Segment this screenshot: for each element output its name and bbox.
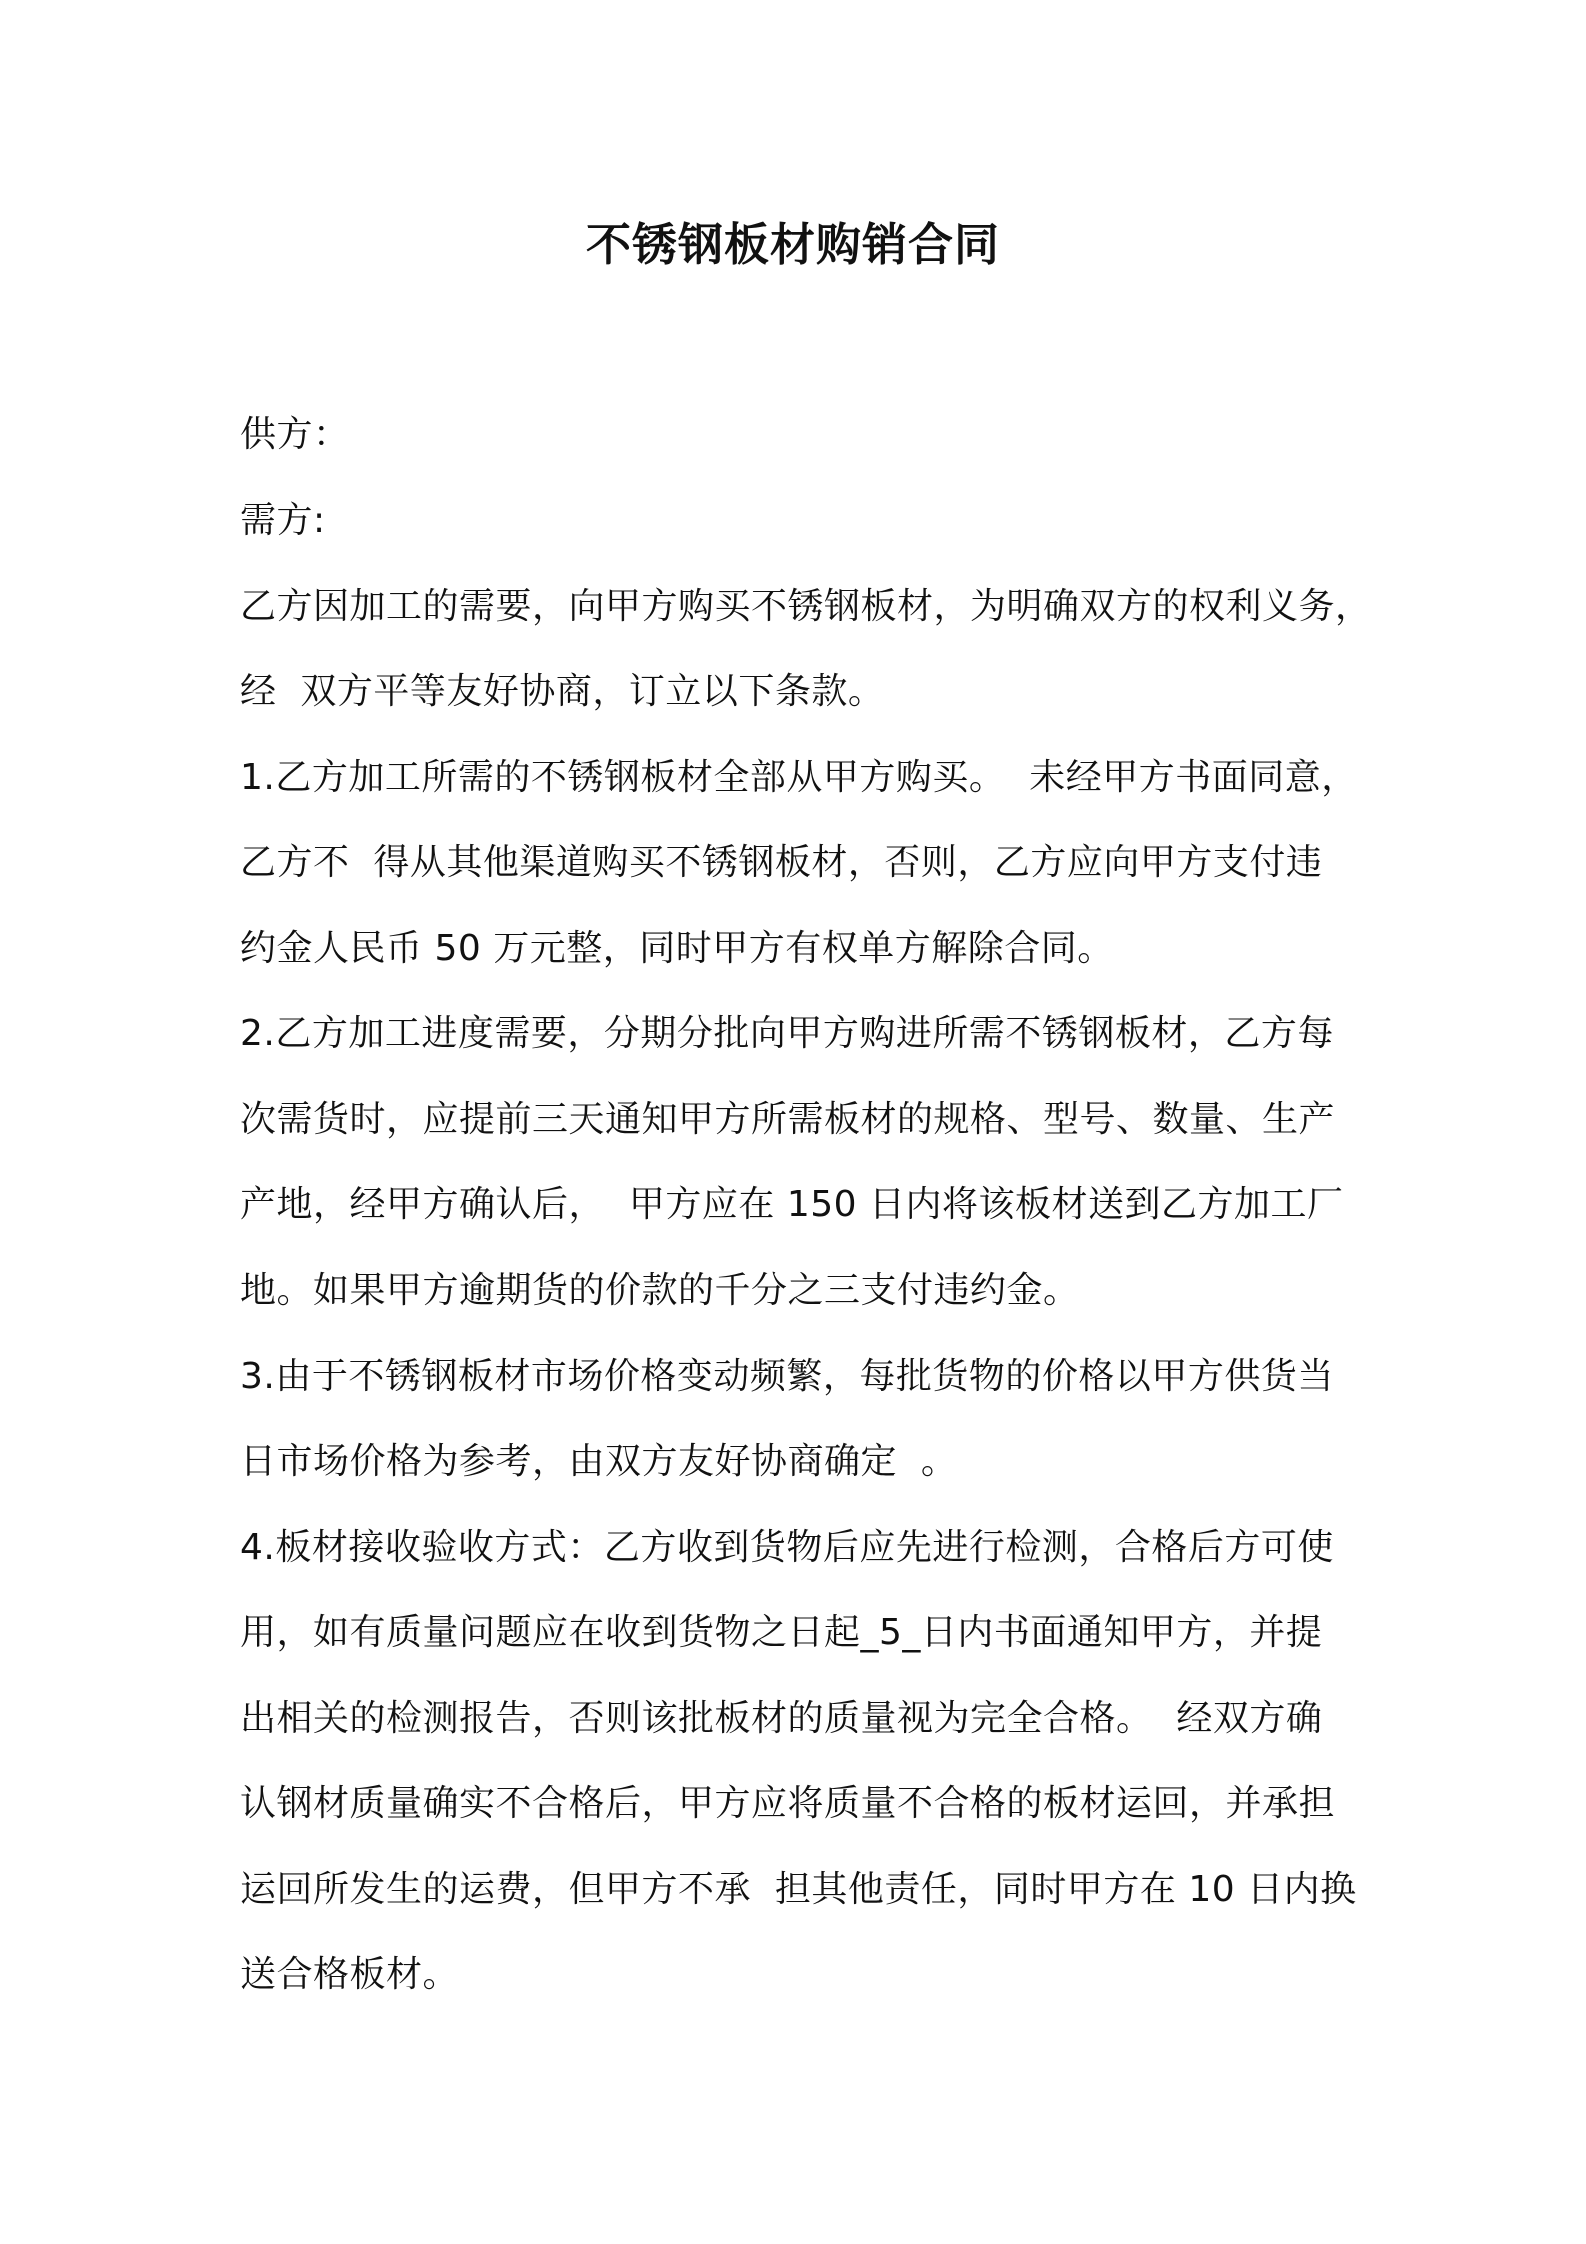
- clause-2-line-1: 2.乙方加工进度需要，分期分批向甲方购进所需不锈钢板材，乙方每: [240, 1013, 1334, 1054]
- clause-2-line-2: 次需货时，应提前三天通知甲方所需板材的规格、型号、数量、生产: [240, 1099, 1336, 1140]
- supplier-label: 供方：: [240, 414, 350, 455]
- clause-3-line-1: 3.由于不锈钢板材市场价格变动频繁，每批货物的价格以甲方供货当: [240, 1356, 1334, 1397]
- clause-3-line-2: 日市场价格为参考，由双方友好协商确定 。: [240, 1441, 958, 1482]
- clause-4-line-4: 认钢材质量确实不合格后，甲方应将质量不合格的板材运回，并承担: [240, 1783, 1336, 1824]
- document-title: 不锈钢板材购销合同: [585, 218, 1000, 271]
- clause-4-line-6: 送合格板材。: [240, 1954, 460, 1995]
- clause-1-line-3: 约金人民币 50 万元整，同时甲方有权单方解除合同。: [240, 928, 1114, 969]
- clause-4-line-2: 用，如有质量问题应在收到货物之日起_5_日内书面通知甲方，并提: [240, 1612, 1323, 1653]
- clause-4-line-1: 4.板材接收验收方式：乙方收到货物后应先进行检测，合格后方可使: [240, 1527, 1334, 1568]
- clause-1-line-2: 乙方不 得从其他渠道购买不锈钢板材，否则，乙方应向甲方支付违: [240, 842, 1323, 883]
- clause-4-line-5: 运回所发生的运费，但甲方不承 担其他责任，同时甲方在 10 日内换: [240, 1869, 1357, 1910]
- clause-4-line-3: 出相关的检测报告，否则该批板材的质量视为完全合格。 经双方确: [240, 1698, 1323, 1739]
- intro-line-2: 经 双方平等友好协商，订立以下条款。: [240, 671, 885, 712]
- clause-1-line-1: 1.乙方加工所需的不锈钢板材全部从甲方购买。 未经甲方书面同意，: [240, 757, 1358, 798]
- buyer-label: 需方:: [240, 500, 326, 541]
- intro-line-1: 乙方因加工的需要，向甲方购买不锈钢板材，为明确双方的权利义务，: [240, 586, 1372, 627]
- clause-2-line-4: 地。如果甲方逾期货的价款的千分之三支付违约金。: [240, 1270, 1080, 1311]
- clause-2-line-3: 产地，经甲方确认后， 甲方应在 150 日内将该板材送到乙方加工厂: [240, 1184, 1344, 1225]
